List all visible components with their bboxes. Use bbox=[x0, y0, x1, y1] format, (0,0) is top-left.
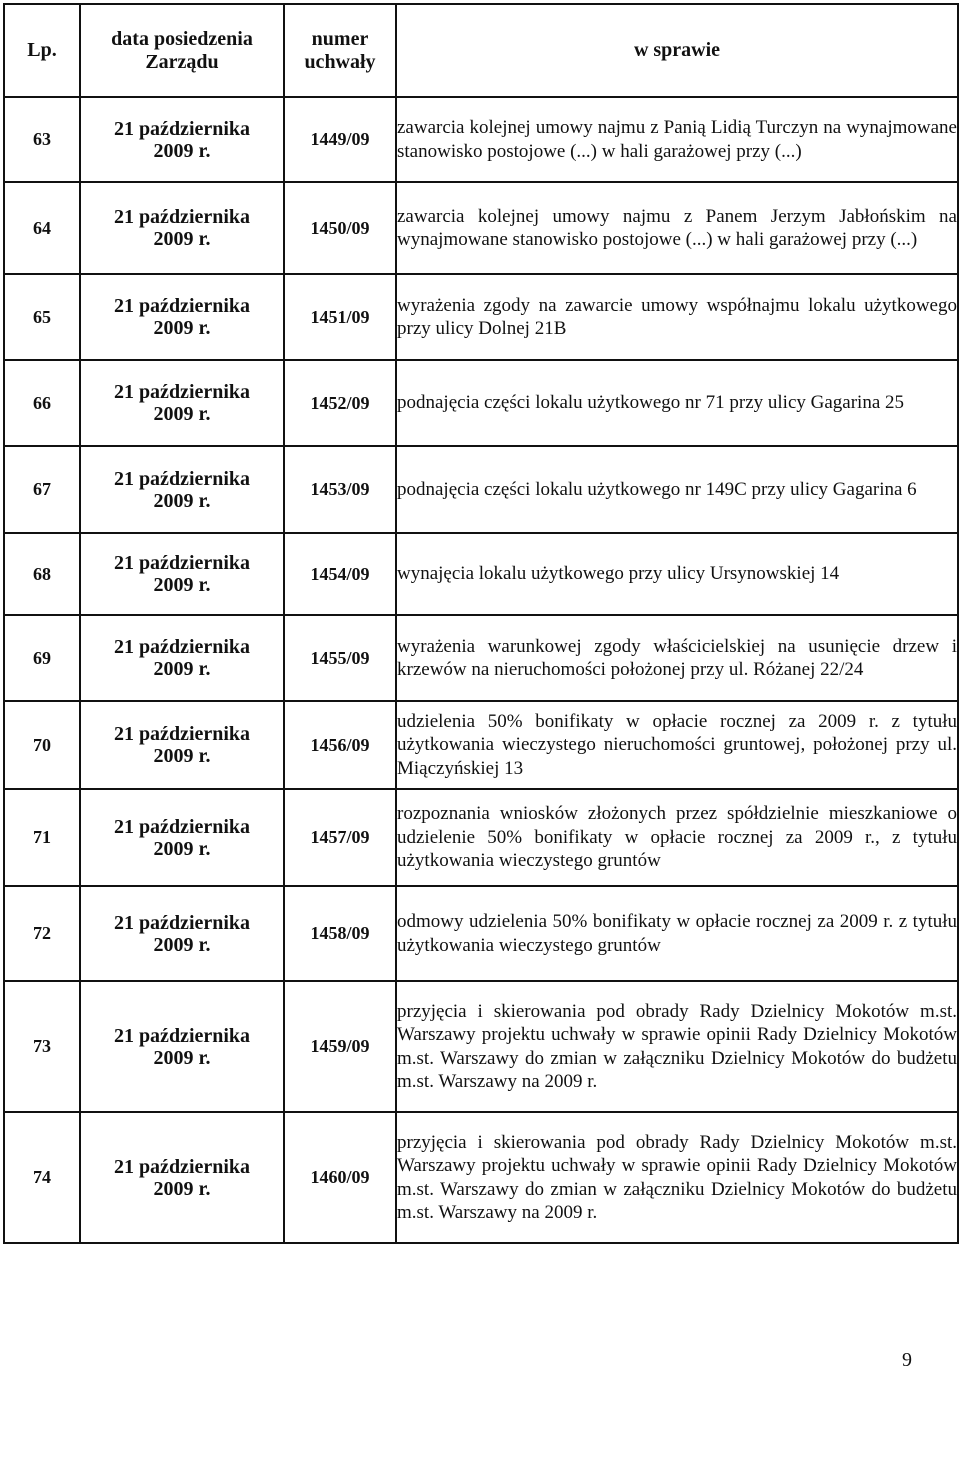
row-date bbox=[80, 97, 284, 182]
row-lp: 68 bbox=[4, 533, 80, 615]
row-lp: 71 bbox=[4, 789, 80, 886]
row-subject: podnajęcia części lokalu użytkowego nr 149C przy ulicy Gagarina 6 bbox=[396, 446, 958, 533]
row-date bbox=[80, 701, 284, 789]
row-date-line1: 21 października bbox=[113, 636, 251, 658]
header-number-line2: uchwały bbox=[304, 50, 376, 73]
table-row bbox=[4, 274, 958, 360]
table-row bbox=[4, 615, 958, 701]
row-subject: zawarcia kolejnej umowy najmu z Panią Lidią Turczyn na wynajmowane stanowisko postojowe (...) w hali garażowej przy (...) bbox=[396, 97, 958, 182]
row-date-line2: 2009 r. bbox=[153, 574, 211, 596]
table-row bbox=[4, 446, 958, 533]
row-date-line2: 2009 r. bbox=[153, 403, 211, 425]
row-date-line1: 21 października bbox=[113, 467, 251, 490]
row-resolution-number: 1454/09 bbox=[284, 533, 396, 615]
row-date-line2: 2009 r. bbox=[153, 837, 211, 860]
row-lp: 63 bbox=[4, 97, 80, 182]
row-date bbox=[80, 886, 284, 981]
row-lp: 70 bbox=[4, 701, 80, 789]
table-row bbox=[4, 97, 958, 182]
row-resolution-number: 1450/09 bbox=[284, 182, 396, 274]
row-date-line2: 2009 r. bbox=[153, 745, 211, 767]
row-resolution-number: 1453/09 bbox=[284, 446, 396, 533]
row-date-line1: 21 października bbox=[113, 815, 251, 838]
row-resolution-number: 1457/09 bbox=[284, 789, 396, 886]
row-date-line2: 2009 r. bbox=[153, 1046, 211, 1069]
row-lp: 67 bbox=[4, 446, 80, 533]
header-date bbox=[80, 4, 284, 97]
header-lp: Lp. bbox=[4, 4, 80, 97]
table-row bbox=[4, 533, 958, 615]
row-date bbox=[80, 615, 284, 701]
row-date-line2: 2009 r. bbox=[153, 933, 211, 956]
row-resolution-number: 1459/09 bbox=[284, 981, 396, 1112]
row-date bbox=[80, 446, 284, 533]
row-subject: przyjęcia i skierowania pod obrady Rady Dzielnicy Mokotów m.st. Warszawy projektu uchwały w sprawie opinii Rady Dzielnicy Mokotów m.st. Warszawy do zmian w załączniku Dzielnicy Mokotów do budżetu m.st. Warszawy na 2009 r. bbox=[396, 1112, 958, 1243]
row-date-line1: 21 października bbox=[113, 1024, 251, 1047]
row-resolution-number: 1456/09 bbox=[284, 701, 396, 789]
table-row bbox=[4, 981, 958, 1112]
row-date-line1: 21 października bbox=[113, 911, 251, 934]
row-date-line2: 2009 r. bbox=[153, 317, 211, 339]
row-date bbox=[80, 182, 284, 274]
page-number: 9 bbox=[902, 1349, 912, 1371]
row-date bbox=[80, 360, 284, 446]
row-subject: wyrażenia warunkowej zgody właścicielskiej na usunięcie drzew i krzewów na nieruchomości położonej przy ul. Różanej 22/24 bbox=[396, 615, 958, 701]
table-row bbox=[4, 886, 958, 981]
row-subject: wynajęcia lokalu użytkowego przy ulicy Ursynowskiej 14 bbox=[396, 533, 958, 615]
row-date bbox=[80, 533, 284, 615]
table-row bbox=[4, 1112, 958, 1243]
row-lp: 72 bbox=[4, 886, 80, 981]
row-date-line2: 2009 r. bbox=[153, 1177, 211, 1200]
row-date-line2: 2009 r. bbox=[153, 228, 211, 250]
row-resolution-number: 1460/09 bbox=[284, 1112, 396, 1243]
row-subject: wyrażenia zgody na zawarcie umowy współnajmu lokalu użytkowego przy ulicy Dolnej 21B bbox=[396, 274, 958, 360]
row-subject: rozpoznania wniosków złożonych przez spółdzielnie mieszkaniowe o udzielenie 50% bonifikaty w opłacie rocznej za 2009 r., z tytułu użytkowania wieczystego gruntów bbox=[396, 789, 958, 886]
header-number bbox=[284, 4, 396, 97]
resolutions-table bbox=[3, 3, 959, 1244]
row-lp: 64 bbox=[4, 182, 80, 274]
row-lp: 74 bbox=[4, 1112, 80, 1243]
row-date-line2: 2009 r. bbox=[153, 139, 211, 162]
row-lp: 65 bbox=[4, 274, 80, 360]
row-date bbox=[80, 1112, 284, 1243]
header-date-line1: data posiedzenia bbox=[111, 27, 253, 50]
row-resolution-number: 1449/09 bbox=[284, 97, 396, 182]
table-row bbox=[4, 182, 958, 274]
row-date-line1: 21 października bbox=[113, 381, 251, 403]
row-date-line1: 21 października bbox=[113, 552, 251, 574]
table-row bbox=[4, 360, 958, 446]
row-date bbox=[80, 789, 284, 886]
header-subject: w sprawie bbox=[396, 4, 958, 97]
row-subject: podnajęcia części lokalu użytkowego nr 71 przy ulicy Gagarina 25 bbox=[396, 360, 958, 446]
row-date-line2: 2009 r. bbox=[153, 658, 211, 680]
row-resolution-number: 1458/09 bbox=[284, 886, 396, 981]
row-resolution-number: 1451/09 bbox=[284, 274, 396, 360]
row-subject: przyjęcia i skierowania pod obrady Rady Dzielnicy Mokotów m.st. Warszawy projektu uchwały w sprawie opinii Rady Dzielnicy Mokotów m.st. Warszawy do zmian w załączniku Dzielnicy Mokotów do budżetu m.st. Warszawy na 2009 r. bbox=[396, 981, 958, 1112]
row-subject: udzielenia 50% bonifikaty w opłacie rocznej za 2009 r. z tytułu użytkowania wieczystego nieruchomości gruntowej, położonej przy ul. Miączyńskiej 13 bbox=[396, 701, 958, 789]
row-date-line1: 21 października bbox=[113, 117, 251, 140]
row-date-line1: 21 października bbox=[113, 1155, 251, 1178]
table-body bbox=[4, 97, 958, 1243]
header-date-line2: Zarządu bbox=[145, 50, 219, 73]
row-date bbox=[80, 274, 284, 360]
row-resolution-number: 1452/09 bbox=[284, 360, 396, 446]
header-number-line1: numer bbox=[311, 27, 369, 50]
table-row bbox=[4, 789, 958, 886]
row-date-line2: 2009 r. bbox=[153, 489, 211, 512]
row-resolution-number: 1455/09 bbox=[284, 615, 396, 701]
row-lp: 66 bbox=[4, 360, 80, 446]
row-date-line1: 21 października bbox=[113, 295, 251, 317]
row-lp: 73 bbox=[4, 981, 80, 1112]
row-date bbox=[80, 981, 284, 1112]
row-subject: odmowy udzielenia 50% bonifikaty w opłacie rocznej za 2009 r. z tytułu użytkowania wieczystego gruntów bbox=[396, 886, 958, 981]
row-date-line1: 21 października bbox=[113, 723, 251, 745]
row-date-line1: 21 października bbox=[113, 206, 251, 228]
table-row bbox=[4, 701, 958, 789]
row-subject: zawarcia kolejnej umowy najmu z Panem Jerzym Jabłońskim na wynajmowane stanowisko postojowe (...) w hali garażowej przy (...) bbox=[396, 182, 958, 274]
row-lp: 69 bbox=[4, 615, 80, 701]
table-header-row bbox=[4, 4, 958, 97]
